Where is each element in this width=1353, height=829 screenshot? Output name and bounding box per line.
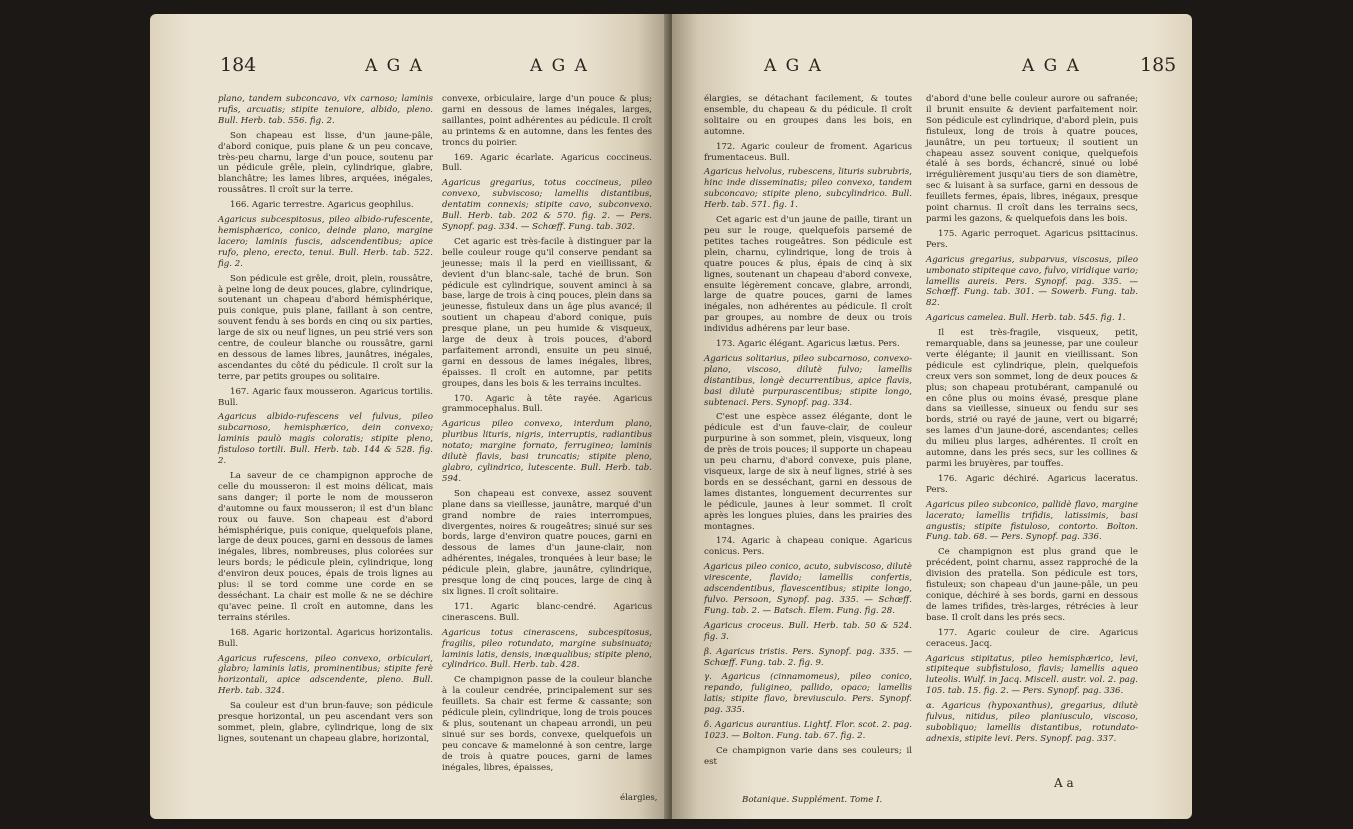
paragraph: Agaricus gregarius, subparvus, viscosus, pileo umbonato stipiteque cavo, fulvo, viridique vario; lamellis aureis. Pers. Synopf. pag. 335. — Schœff. Fung. tab. 301. — Sowerb. Fung. tab. 82. [926,254,1138,309]
paragraph: 170. Agaric à tête rayée. Agaricus grammocephalus. Bull. [442,393,652,415]
paragraph: Agaricus subcespitosus, pileo albido-rufescente, hemisphærico, conico, deinde plano, margine lacero; laminis fuscis, adscendentibus; apice rufo, pleno, erecto, tenui. Bull. Herb. tab. 522. fig. 2. [218,215,433,269]
paragraph: γ. Agaricus (cinnamomeus), pileo conico, repando, fuligineo, pallido, opaco; lamellis latis; stipite flavo, breviusculo. Pers. Synopf. pag. 335. [704,672,912,716]
left-column-2 [442,94,652,777]
paragraph: C'est une espèce assez élégante, dont le pédicule est d'un fauve-clair, de couleur purpurine à son sommet, plein, visqueux, long de près de trois pouces; il supporte un chapeau un peu charnu, d'abord convexe, puis plane, visqueux, large de six à neuf lignes, strié à ses bords en se desséchant, garni en dessous de lames distantes, longuement decurrentes sur le pédicule, jaunes à leur sommet. Il croît après les longues pluies, dans les prairies des montagnes. [704,412,912,532]
paragraph: 174. Agaric à chapeau conique. Agaricus conicus. Pers. [704,536,912,558]
running-head-right-col2: A G A [1022,56,1081,76]
paragraph: 175. Agaric perroquet. Agaricus psittacinus. Pers. [926,228,1138,250]
paragraph: Son pédicule est grêle, droit, plein, roussâtre, à peine long de deux pouces, glabre, cylindrique, soutenant un chapeau d'abord hémisphérique, puis conique, puis plane, faillant à son centre, souvent fendu à ses bords en cinq ou six parties, large de six ou neuf lignes, un peu strié vers son centre, de couleur blanche ou roussâtre, garni en dessous de lames libres, jaunâtres, inégales, ascendantes du côté du pédicule. Il croît sur la terre, par petits groupes ou solitaire. [218,273,433,382]
paragraph: 171. Agaric blanc-cendré. Agaricus cinerascens. Bull. [442,601,652,623]
paragraph: Agaricus croceus. Bull. Herb. tab. 50 & 524. fig. 3. [704,620,912,642]
paragraph: Cet agaric est très-facile à distinguer par la belle couleur rouge qu'il conserve pendant sa jeunesse; mais il la perd en vieillissant, & devient d'un blanc-sale, taché de brun. Son pédicule est cylindrique, souvent aminci à sa base, large de trois à cinq pouces, plein dans sa jeunesse, fistuleux dans un âge plus avancé; il soutient un chapeau d'abord conique, puis presque plane, un peu humide & visqueux, large de deux à trois pouces, d'abord parfaitement arrondi, ensuite un peu sinué, garni en dessous de lames inégales, libres, épaisses. Il croît en automne, par petits groupes, dans les bois & les terrains incultes. [442,236,652,389]
paragraph: 166. Agaric terrestre. Agaricus geophilus. [230,200,414,211]
paragraph: Agaricus pileo subconico, pallidè flavo, margine lacerato; lamellis trifidis, latissimis, basi angustis; stipite fistuloso, contorto. Bolton. Fung. tab. 68. — Pers. Synopf. pag. 336. [926,499,1138,543]
paragraph: Sa couleur est d'un brun-fauve; son pédicule presque horizontal, un peu ascendant vers son sommet, plein, glabre, cylindrique, long de six lignes, soutenant un chapeau glabre, horizontal, [218,701,433,744]
paragraph: élargies, se détachant facilement, & toutes ensemble, du chapeau & du pédicule. Il croît solitaire ou en groupes dans les bois, en automne. [704,94,912,137]
paragraph: α. Agaricus (hypoxanthus), gregarius, dilutè fulvus, nitidus, pileo planiusculo, viscoso, subobliquo; lamellis distantibus, rotundato-adnexis, stipite levi. Pers. Synopf. pag. 337. [926,701,1138,744]
paragraph: Agaricus gregarius, totus coccineus, pileo convexo, subviscoso; lamellis distantibus, dentatim connexis; stipite cavo, subconvexo. Bull. Herb. tab. 202 & 570. fig. 2. — Pers. Synopf. pag. 334. — Schœff. Fung. tab. 302. [442,178,652,232]
paragraph: Cet agaric est d'un jaune de paille, tirant un peu sur le rouge, quelquefois parsemé de petites taches rougeâtres. Son pédicule est plein, charnu, cylindrique, long de trois à quatre pouces & plus, épais de cinq à six lignes, soutenant un chapeau d'abord convexe, ensuite légèrement concave, glabre, arrondi, large de quatre pouces, garni de lames inégales, non adhérentes au pédicule. Il croît par groupes, au nombre de deux ou trois individus adhérens par leur base. [704,215,912,335]
paragraph: La saveur de ce champignon approche de celle du mousseron: il est moins délicat, mais sans danger; il porte le nom de mousseron d'automne ou faux mousseron; il est d'un blanc roux ou fauve. Son chapeau est d'abord hémisphérique, puis conique, quelquefois plane, large de deux pouces, garni en dessous de lames inégales, libres, nombreuses, plus colorées sur leurs bords; le pédicule plein, cylindrique, long d'environ deux pouces, épais de trois lignes au plus: il se tord comme une corde en se desséchant. La chair est molle & ne se déchire qu'avec peine. Il croît en automne, dans les terrains stériles. [218,471,433,623]
paragraph: Agaricus solitarius, pileo subcarnoso, convexo-plano, viscoso, dilutè fulvo; lamellis distantibus, longè decurrentibus, apice flavis, basi dilutè purpurascentibus; stipite longo, subtenaci. Pers. Synopf. pag. 334. [704,353,912,408]
paragraph: Il est très-fragile, visqueux, petit, remarquable, dans sa jeunesse, par une couleur verte élégante; il jaunit en vieillissant. Son pédicule est cylindrique, plein, quelquefois creux vers son sommet, long de deux pouces & plus; son chapeau protubérant, campanulé ou en cône plus ou moins évasé, presque plane dans sa vieillesse, sinueux ou fendu sur ses bords, strié ou rayé de jaune, vert ou bigarré; ses lames d'un jaune-doré, ascendantes; celles du milieu plus larges, adhérentes. Il croît en automne, dans les prés secs, sur les collines & parmi les bruyères, par touffes. [926,328,1138,469]
catchword: élargies, [620,793,658,803]
paragraph: Son chapeau est lisse, d'un jaune-pâle, d'abord conique, puis plane & un peu concave, très-peu charnu, large d'un pouce, soutenu par un pédicule grêle, plein, cylindrique, glabre, blanchâtre; les lames libres, arquées, inégales, roussâtres. Il croît sur la terre. [218,130,433,196]
paragraph: d'abord d'une belle couleur aurore ou safranée; il brunit ensuite & devient parfaitement noir. Son pédicule est cylindrique, d'abord plein, puis fistuleux, long de trois à quatre pouces, jaunâtre, un peu tortueux; il soutient un chapeau assez souvent conique, quelquefois étalé à ses bords, échancré, sinué ou lobé irrégulièrement jusqu'au tiers de son diamètre, sec & luisant à sa surface, garni en dessous de feuillets fermes, épais, libres, inégaux, presque point charnus. Il croît dans les terrains secs, parmi les gazons, & quelquefois dans les bois. [926,94,1138,224]
paragraph: Agaricus helvolus, rubescens, lituris subrubris, hinc inde disseminatis; pileo convexo, tandem subconcavo; stipite pleno, subcylindrico. Bull. Herb. tab. 571. fig. 1. [704,167,912,211]
paragraph: 167. Agaric faux mousseron. Agaricus tortilis. Bull. [218,386,433,408]
right-column-2 [926,94,1138,749]
right-column-1 [704,94,912,772]
paragraph: δ. Agaricus aurantius. Lightf. Flor. scot. 2. pag. 1023. — Bolton. Fung. tab. 67. fig. 2. [704,720,912,741]
paragraph: 172. Agaric couleur de froment. Agaricus frumentaceus. Bull. [704,141,912,163]
paragraph: Ce champignon varie dans ses couleurs; il est [704,745,912,767]
paragraph: plano, tandem subconcavo, vix carnoso; laminis rufis, arcuatis; stipite tenuiore, albido, pleno. Bull. Herb. tab. 556. fig. 2. [218,94,433,126]
paragraph: Agaricus albido-rufescens vel fulvus, pileo subcarnoso, hemisphærico, dein convexo; laminis paulò magis coloratis; stipite pleno, fistuloso tortili. Bull. Herb. tab. 144 & 528. fig. 2. [218,412,433,467]
paragraph: Agaricus pileo conico, acuto, subviscoso, dilutè virescente, flavido; lamellis confertis, adscendentibus, flavescentibus; stipite longo, fulvo. Persoon, Synopf. pag. 335. — Schœff. Fung. tab. 2. — Batsch. Elem. Fung. fig. 28. [704,562,912,616]
page-number-right: 185 [1140,54,1177,76]
paragraph: 173. Agaric élégant. Agaricus lætus. Pers. [716,339,900,350]
right-page [672,14,1192,819]
paragraph: Agaricus stipitatus, pileo hemisphærico, levi, stipiteque subfistuloso, flavis; lamellis aqueo luteolis. Wulf. in Jacq. Miscell. austr. vol. 2. pag. 105. tab. 15. fig. 2. — Pers. Synopf. pag. 336. [926,653,1138,697]
left-page [150,14,668,819]
paragraph: convexe, orbiculaire, large d'un pouce & plus; garni en dessous de lames inégales, larges, saillantes, point adhérentes au pédicule. Il croît au printems & en automne, dans les fentes des troncs du poirier. [442,94,652,148]
paragraph: Ce champignon est plus grand que le précédent, point charnu, assez rapproché de la division des pratella. Son pédicule est tors, fistuleux; son chapeau d'un jaune-pâle, un peu conique, déchiré à ses bords, garni en dessous de lames trifides, très-larges, rétrécies à leur base. Il croît dans les prés secs. [926,547,1138,623]
paragraph: 169. Agaric écarlate. Agaricus coccineus. Bull. [442,152,652,174]
paragraph: β. Agaricus tristis. Pers. Synopf. pag. 335. — Schœff. Fung. tab. 2. fig. 9. [704,646,912,668]
signature-mark: A a [1054,776,1074,790]
paragraph: Son chapeau est convexe, assez souvent plane dans sa vieillesse, jaunâtre, marqué d'un grand nombre de raies interrompues, divergentes, noires & rougeâtres; sinué sur ses bords, large d'environ quatre pouces, garni en dessous de lames d'un jaune-clair, non adhérentes, inégales, tronquées à leur base; le pédicule plein, glabre, jaunâtre, cylindrique, presque long de cinq pouces, large de cinq à six lignes. Il croît solitaire. [442,488,652,597]
paragraph: Agaricus totus cinerascens, subcespitosus, fragilis, pileo rotundato, margine subsinuato; laminis latis, densis, inæqualibus; stipite pleno, cylindrico. Bull. Herb. tab. 428. [442,627,652,671]
running-head-right: A G A [764,56,823,76]
running-head-left: A G A [365,56,424,76]
paragraph: 176. Agaric déchiré. Agaricus laceratus. Pers. [926,473,1138,495]
footer-volume: Botanique. Supplément. Tome I. [742,795,883,805]
paragraph: 168. Agaric horizontal. Agaricus horizontalis. Bull. [218,627,433,649]
running-head-left-col2: A G A [530,56,589,76]
page-number-left: 184 [220,54,257,76]
paragraph: 177. Agaric couleur de cire. Agaricus ceraceus. Jacq. [926,627,1138,649]
paragraph: Agaricus rufescens, pileo convexo, orbiculari, glabro; laminis latis, prominentibus; stipite ferè horizontali, apice adscendente, pleno. Bull. Herb. tab. 324. [218,653,433,697]
left-column-1 [218,94,433,749]
paragraph: Agaricus camelea. Bull. Herb. tab. 545. fig. 1. [926,313,1126,324]
paragraph: Ce champignon passe de la couleur blanche à la couleur cendrée, principalement sur ses feuillets. Sa chair est ferme & cassante; son pédicule plein, cylindrique, long de trois pouces & plus, soutenant un chapeau arrondi, un peu sinué sur ses bords, convexe, quelquefois un peu concave & mamelonné à son centre, large de trois à quatre pouces, garni de lames inégales, libres, épaisses, [442,675,652,773]
paragraph: Agaricus pileo convexo, interdum plano, pluribus lituris, nigris, interruptis, radiantibus notato; margine fornato, ferrugineo; laminis dilutè flavis, basi truncatis; stipite pleno, glabro, cylindrico, lutescente. Bull. Herb. tab. 594. [442,419,652,484]
